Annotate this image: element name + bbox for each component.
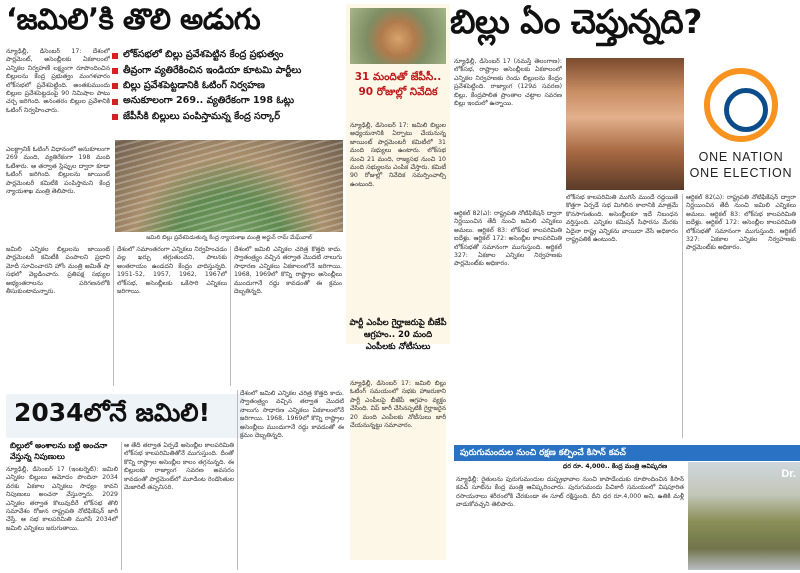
bullet-item [112, 63, 342, 78]
logo-text-line1: ONE NATION [698, 150, 784, 164]
column-divider [121, 442, 122, 570]
bullet-text: బిల్లు ప్రవేశపెట్టడానికి ఓటింగ్ నిర్వహణ [123, 79, 265, 91]
column-divider [230, 246, 231, 386]
center-body-text: న్యూఢిల్లీ, డిసెంబర్ 17: జమిలి బిల్లుల అధ్యయనానికి ఏర్పాటు చేయనున్న జాయింట్ పార్లమెంటరీ కమిటీలో 31 మంది సభ్యులు ఉంటారు. లోక్‌సభ నుంచి 21 మంది, రాజ్యసభ నుంచి 10 మంది సభ్యులను ఎంపిక చేస్తారు. కమిటీ 90 రోజుల్లో నివేదిక సమర్పించాల్సి ఉంటుంది. [350, 122, 446, 188]
left-intro-text: న్యూఢిల్లీ, డిసెంబర్ 17: దేశంలో పార్లమెంట్, అసెంబ్లీలకు ఏకకాలంలో ఎన్నికల నిర్వహణే లక్ష్యంగా రూపొందించిన బిల్లులను కేంద్ర ప్రభుత్వం మంగళవారం లోక్‌సభలో ప్రవేశపెట్టింది. అంతకుముందు బిల్లుల ప్రవేశపెట్టడంపై 90 నిమిషాల పాటు చర్చ జరిగింది. అనంతరం బిల్లుల ప్రవేశానికి ఓటింగ్ నిర్వహించారు. [6, 48, 110, 114]
bullet-square-icon [112, 68, 118, 74]
kisan-kavach-banner [454, 445, 800, 461]
kisan-kavach-suit-photo [688, 462, 800, 570]
headline-right: బిల్లు ఏం చెప్తున్నది? [450, 2, 702, 41]
parliament-hall-photo [115, 140, 343, 232]
one-nation-one-election-logo [686, 58, 796, 190]
banner-subheadline: ధర రూ. 4,000.. కేంద్ర మంత్రి ఆవిష్కరణ [562, 463, 668, 470]
logo-text-line2: ONE ELECTION [689, 166, 793, 180]
ashoka-chakra-icon [704, 68, 778, 142]
left-bottom-text: జమిలి ఎన్నికల బిల్లులను జాయింట్ పార్లమెంటరీ కమిటీకి పంపాలని ప్రధాని మోదీ సూచించారని హోం మంత్రి అమిత్ షా సభలో వెల్లడించారు. ప్రతిపక్ష సభ్యుల అభ్యంతరాలను పరిగణనలోకి తీసుకుంటామన్నారు. [6, 246, 110, 296]
bullet-square-icon [112, 83, 118, 89]
banner-text: పురుగుమందుల నుంచి రక్షణ కల్పించే కిసాన్ కవచ్ [460, 448, 626, 458]
raised-hands-photo [566, 58, 684, 190]
right-col3-text: ఆర్టికల్ 82(ఎ): రాష్ట్రపతి నోటిఫికేషన్ ద్వారా నిర్ణయించిన తేదీ నుంచి జమిలి ఎన్నికలు అమలు. ఆర్టికల్ 83: లోక్‌సభ కాలపరిమితి ఐదేళ్లు. ఆర్టికల్ 172: అసెంబ్లీల కాలపరిమితి లోక్‌సభతో సమానంగా ముగుస్తుంది. ఆర్టికల్ 327: ఏకకాల ఎన్నికల నిర్వహణకు పార్లమెంట్‌కు అధికారం. [686, 194, 796, 252]
parliament-building-photo [350, 8, 446, 64]
bottom-headline: 2034లోనే జమిలి! [14, 398, 211, 427]
right-intro-text: న్యూఢిల్లీ, డిసెంబర్ 17 (నమస్తే తెలంగాణ): లోక్‌సభ, రాష్ట్రాల అసెంబ్లీలకు ఏకకాలంలో ఎన్నికల నిర్వహణకు రెండు బిల్లులను కేంద్రం ప్రవేశపెట్టింది. రాజ్యాంగ (129వ సవరణ) బిల్లు, కేంద్రపాలిత ప్రాంతాల చట్టాల సవరణ బిల్లు ఇందులో ఉన్నాయి. [454, 58, 562, 108]
headline-left: ‘జమిలి’కి తొలి అడుగు [6, 2, 261, 36]
right-list-text: ఆర్టికల్ 82(ఎ): రాష్ట్రపతి నోటిఫికేషన్ ద్వారా నిర్ణయించిన తేదీ నుంచి జమిలి ఎన్నికలు అమలు. ఆర్టికల్ 83: లోక్‌సభ కాలపరిమితి ఐదేళ్లు. ఆర్టికల్ 172: అసెంబ్లీల కాలపరిమితి లోక్‌సభతో సమానంగా ముగుస్తుంది. ఆర్టికల్ 327: ఏకకాల ఎన్నికల నిర్వహణకు పార్లమెంట్‌కు అధికారం. [454, 210, 562, 268]
bullet-item [112, 94, 342, 109]
mid-bottom-text-1: దేశంలో సమాంతరంగా ఎన్నికలు నిర్వహించడం వల్ల ఖర్చు తగ్గుతుందని, పాలనకు అంతరాయం ఉండదని కేంద్రం వాదిస్తున్నది. 1951-52, 1957, 1962, 1967లో లోక్‌సభ, అసెంబ్లీలకు ఒకేసారి ఎన్నికలు జరిగాయి. [117, 246, 227, 296]
backdrop-text: Dr. [781, 468, 796, 480]
bullet-square-icon [112, 53, 118, 59]
bullet-square-icon [112, 99, 118, 105]
center-headline: 31 మందితో జేపీసీ.. 90 రోజుల్లో నివేదిక [354, 71, 442, 98]
bullet-square-icon [112, 114, 118, 120]
bullet-text: జేపీసీకి బిల్లులు పంపిస్తామన్న కేంద్ర సర్కార్ [123, 110, 281, 122]
bullet-text: లోక్‌సభలో బిల్లు ప్రవేశపెట్టిన కేంద్ర ప్రభుత్వం [123, 49, 284, 61]
bullet-list [112, 48, 342, 140]
center-body-text-2: న్యూఢిల్లీ, డిసెంబర్ 17: జమిలి బిల్లు ఓటింగ్ సమయంలో సభకు హాజరుకాని పార్టీ ఎంపీలపై బీజేపీ ఆగ్రహం వ్యక్తం చేసింది. విప్ జారీ చేసినప్పటికీ గైర్హాజరైన 20 మంది ఎంపీలకు నోటీసులు జారీ చేయనున్నట్టు సమాచారం. [350, 380, 446, 560]
bottom-subheadline: బిల్లులో అంశాలను బట్టి అంచనా వేస్తున్న నిపుణులు [10, 441, 108, 461]
bottom-mid-body: ఆ తేదీ తర్వాత ఏర్పడే అసెంబ్లీల కాలపరిమితి లోక్‌సభ కాలపరిమితితోనే ముగుస్తుంది. దీంతో కొన్ని రాష్ట్రాల అసెంబ్లీల కాలం తగ్గనున్నది. ఈ బిల్లులకు రాజ్యాంగ సవరణ అవసరం కావడంతో పార్లమెంట్‌లో మూడింట రెండొంతుల మెజారిటీ తప్పనిసరి. [124, 442, 234, 492]
kisan-kavach-body: న్యూఢిల్లీ: రైతులను పురుగుమందుల దుష్ప్రభావాల నుంచి కాపాడేందుకు రూపొందించిన కిసాన్ కవచ్ సూట్‌ను కేంద్ర మంత్రి ఆవిష్కరించారు. పురుగుమందు పిచికారీ సమయంలో విషపూరిత రసాయనాలు శరీరంలోకి చేరకుండా ఈ సూట్ రక్షిస్తుంది. దీని ధర రూ.4,000 అని, ఉతికి మళ్లీ వాడుకోవచ్చని తెలిపారు. [456, 476, 684, 509]
bullet-item [112, 79, 342, 94]
bullet-item [112, 110, 342, 125]
column-divider [237, 390, 238, 570]
bullet-text: తీవ్రంగా వ్యతిరేకించిన ఇండియా కూటమి పార్టీలు [123, 64, 302, 76]
column-divider [682, 194, 683, 438]
right-col2-text: లోక్‌సభ కాలపరిమితి ముగిసే ముందే రద్దయితే కొత్తగా ఏర్పడే సభ మిగిలిన కాలానికి మాత్రమే కొనసాగుతుంది. అసెంబ్లీలకూ ఇదే నిబంధన వర్తిస్తుంది. ఎన్నికల కమిషన్ సిఫారసు మేరకు ఏదైనా రాష్ట్ర ఎన్నికను వాయిదా వేసే అధికారం రాష్ట్రపతికి ఉంటుంది. [566, 194, 678, 244]
bottom-left-body: న్యూఢిల్లీ, డిసెంబర్ 17 (ఇంటర్నెట్): జమిలి ఎన్నికల బిల్లులు ఆమోదం పొందినా 2034 వరకు ఏకకాల ఎన్నికలు సాధ్యం కావని నిపుణులు అంచనా వేస్తున్నారు. 2029 ఎన్నికల తర్వాత కొలువుదీరే లోక్‌సభ తొలి సమావేశం రోజున రాష్ట్రపతి నోటిఫికేషన్ జారీ చేస్తే, ఆ సభ కాలపరిమితి ముగిసే 2034లో జమిలి ఎన్నికలు జరుగుతాయి. [6, 466, 118, 532]
center-headline-2: పార్టీ ఎంపీల గైర్హాజరుపై బీజేపీ ఆగ్రహం.. 20 మంది ఎంపీలకు నోటీసులు [349, 318, 447, 352]
column-divider [113, 246, 114, 386]
bullet-item [112, 48, 342, 63]
left-cont-text: ఎలక్ట్రానిక్ ఓటింగ్ విధానంలో అనుకూలంగా 269 మంది, వ్యతిరేకంగా 198 మంది ఓటేశారు. ఆ తర్వాత స్లిప్పుల ద్వారా కూడా ఓటింగ్ జరిగింది. బిల్లులను జాయింట్ పార్లమెంటరీ కమిటీకి పంపిస్తామని కేంద్ర న్యాయశాఖ మంత్రి తెలిపారు. [6, 146, 110, 196]
bullet-text: అనుకూలంగా 269.. వ్యతిరేకంగా 198 ఓట్లు [123, 95, 295, 107]
photo-caption: జమిలి బిల్లు ప్రవేశపెడుతున్న కేంద్ర న్యాయశాఖ మంత్రి అర్జున్ రామ్ మేఘ్‌వాల్ [146, 235, 312, 241]
bottom-mid-body-2: దేశంలో జమిలి ఎన్నికల చరిత్ర కొత్తది కాదు. స్వాతంత్ర్యం వచ్చిన తర్వాత మొదటి నాలుగు సాధారణ ఎన్నికలు ఏకకాలంలోనే జరిగాయి. 1968, 1969లో కొన్ని రాష్ట్రాల అసెంబ్లీలు ముందుగానే రద్దు కావడంతో ఈ క్రమం దెబ్బతిన్నది. [240, 390, 344, 440]
mid-bottom-text-2: దేశంలో జమిలి ఎన్నికల చరిత్ర కొత్తది కాదు. స్వాతంత్ర్యం వచ్చిన తర్వాత మొదటి నాలుగు సాధారణ ఎన్నికలు ఏకకాలంలోనే జరిగాయి. 1968, 1969లో కొన్ని రాష్ట్రాల అసెంబ్లీలు ముందుగానే రద్దు కావడంతో ఈ క్రమం దెబ్బతిన్నది. [234, 246, 342, 296]
